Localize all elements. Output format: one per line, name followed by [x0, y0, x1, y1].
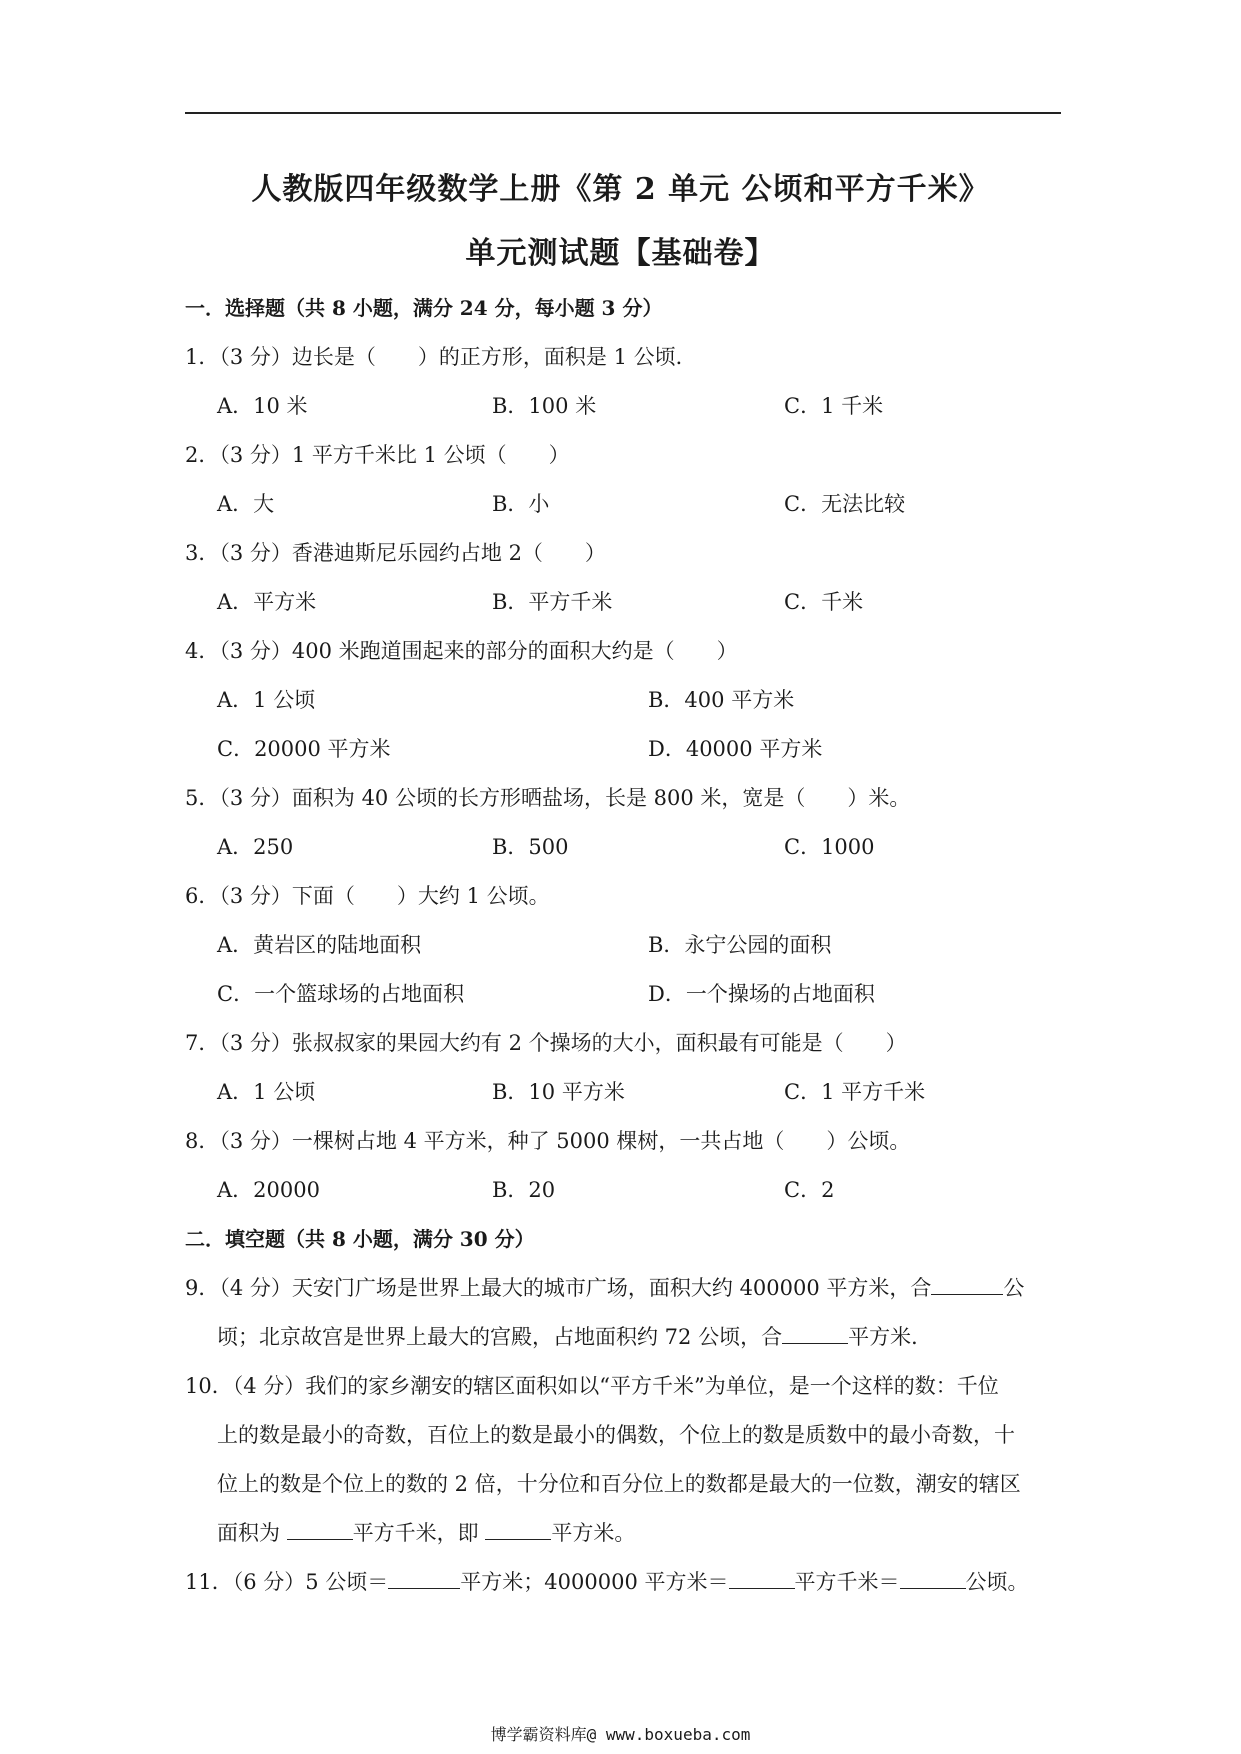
q7-option-a: A．1 公顷: [217, 1080, 316, 1104]
question-9-line-2: [217, 1321, 932, 1351]
q11-text-4: 公顷。: [965, 1570, 1029, 1594]
question-5: 5．（3 分）面积为 40 公顷的长方形晒盐场，长是 800 米，宽是（ ）米。: [185, 786, 911, 810]
section-fill-heading: 二．填空题（共 8 小题，满分 30 分）: [185, 1227, 535, 1251]
q6-option-a: A．黄岩区的陆地面积: [217, 933, 422, 957]
q9-text-1: 9．（4 分）天安门广场是世界上最大的城市广场，面积大约 400000 平方米，合: [185, 1276, 932, 1300]
q10-blank-1[interactable]: [287, 1521, 353, 1540]
q9-text-3: 顷；北京故宫是世界上最大的宫殿，占地面积约 72 公顷，合: [217, 1325, 783, 1349]
q9-blank-2[interactable]: [782, 1325, 848, 1344]
question-3: 3．（3 分）香港迪斯尼乐园约占地 2（ ）: [185, 541, 606, 565]
q1-option-b: B．100 米: [492, 394, 597, 418]
question-9-line-1: [185, 1272, 1024, 1302]
q1-option-a: A．10 米: [217, 394, 308, 418]
q11-text-1: 11．（6 分）5 公顷＝: [185, 1570, 389, 1594]
q3-option-c: C．千米: [784, 590, 864, 614]
q10-text-2: 平方千米，即: [352, 1521, 486, 1545]
q9-text-4: 平方米．: [848, 1325, 933, 1349]
q10-blank-2[interactable]: [485, 1521, 551, 1540]
question-2: 2．（3 分）1 平方千米比 1 公顷（ ）: [185, 443, 570, 467]
q9-text-2: 公: [1003, 1276, 1025, 1300]
q11-text-2: 平方米；4000000 平方米＝: [460, 1570, 729, 1594]
q6-option-c: C．一个篮球场的占地面积: [217, 982, 465, 1006]
q2-option-b: B．小: [492, 492, 550, 516]
q11-blank-2[interactable]: [729, 1570, 795, 1589]
question-7: 7．（3 分）张叔叔家的果园大约有 2 个操场的大小，面积最有可能是（ ）: [185, 1031, 907, 1055]
q7-option-c: C．1 平方千米: [784, 1080, 926, 1104]
q8-option-a: A．20000: [217, 1178, 320, 1202]
q5-option-a: A．250: [217, 835, 294, 859]
doc-title: 人教版四年级数学上册《第 2 单元 公顷和平方千米》: [251, 172, 990, 207]
question-4: 4．（3 分）400 米跑道围起来的部分的面积大约是（ ）: [185, 639, 738, 663]
q4-option-b: B．400 平方米: [648, 688, 795, 712]
q11-blank-3[interactable]: [900, 1570, 966, 1589]
question-8: 8．（3 分）一棵树占地 4 平方米，种了 5000 棵树，一共占地（ ）公顷。: [185, 1129, 911, 1153]
q3-option-b: B．平方千米: [492, 590, 613, 614]
question-11: [185, 1566, 1029, 1596]
q9-blank-1[interactable]: [931, 1276, 1003, 1295]
question-6: 6．（3 分）下面（ ）大约 1 公顷。: [185, 884, 550, 908]
q6-option-d: D．一个操场的占地面积: [648, 982, 875, 1006]
q10-text-1: 面积为: [217, 1521, 287, 1545]
q5-option-c: C．1000: [784, 835, 875, 859]
q2-option-c: C．无法比较: [784, 492, 906, 516]
q3-option-a: A．平方米: [217, 590, 317, 614]
q11-blank-1[interactable]: [388, 1570, 460, 1589]
top-rule: [185, 112, 1061, 114]
q4-option-c: C．20000 平方米: [217, 737, 391, 761]
q8-option-b: B．20: [492, 1178, 556, 1202]
q4-option-a: A．1 公顷: [217, 688, 316, 712]
question-10-line-3: 位上的数是个位上的数的 2 倍，十分位和百分位上的数都是最大的一位数，潮安的辖区: [217, 1472, 1021, 1496]
q4-option-d: D．40000 平方米: [648, 737, 823, 761]
q1-option-c: C．1 千米: [784, 394, 884, 418]
q11-text-3: 平方千米＝: [794, 1570, 900, 1594]
question-1: 1．（3 分）边长是（ ）的正方形，面积是 1 公顷．: [185, 345, 697, 369]
q8-option-c: C．2: [784, 1178, 835, 1202]
footer-watermark: 博学霸资料库@ www.boxueba.com: [490, 1725, 751, 1744]
q10-text-3: 平方米。: [551, 1521, 636, 1545]
question-10-line-2: 上的数是最小的奇数，百位上的数是最小的偶数，个位上的数是质数中的最小奇数，十: [217, 1423, 1015, 1447]
q6-option-b: B．永宁公园的面积: [648, 933, 832, 957]
q2-option-a: A．大: [217, 492, 275, 516]
question-10-line-1: 10．（4 分）我们的家乡潮安的辖区面积如以“平方千米”为单位，是一个这样的数：千位: [185, 1374, 999, 1398]
doc-subtitle: 单元测试题【基础卷】: [465, 236, 776, 271]
section-choice-heading: 一．选择题（共 8 小题，满分 24 分，每小题 3 分）: [185, 296, 663, 320]
q5-option-b: B．500: [492, 835, 569, 859]
question-10-line-4: [217, 1517, 635, 1547]
q7-option-b: B．10 平方米: [492, 1080, 625, 1104]
